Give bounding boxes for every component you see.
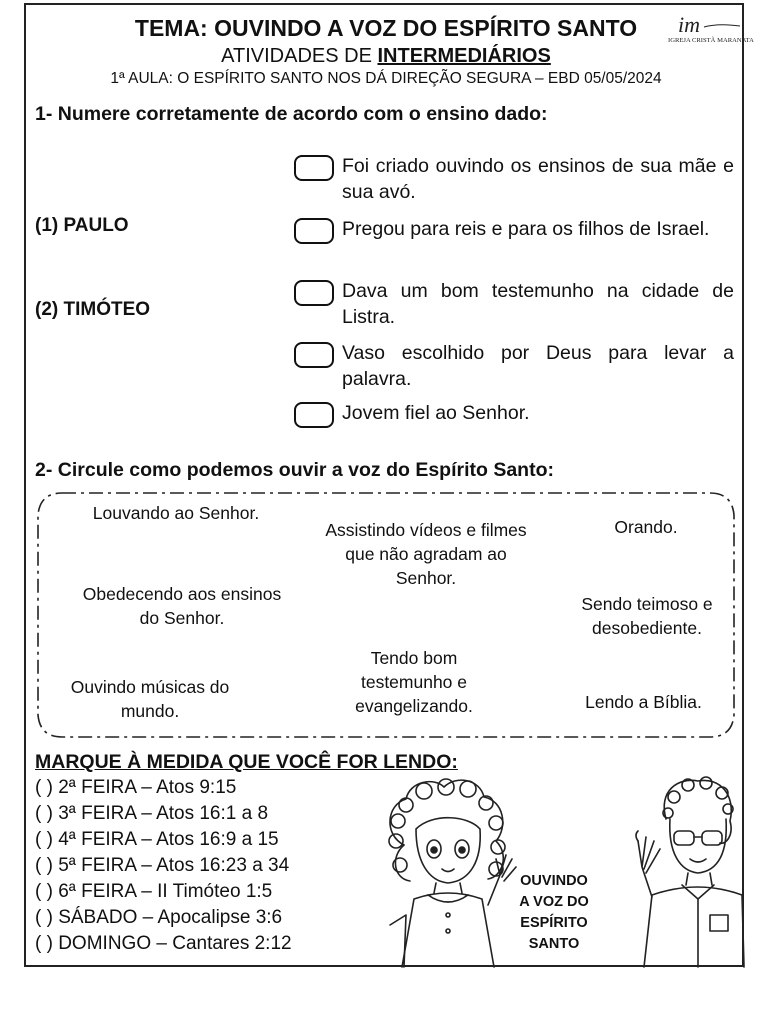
caption-line: ESPÍRITO [520, 915, 588, 931]
boy-drawing [636, 777, 744, 967]
reading-item[interactable]: ( ) 3ª FEIRA – Atos 16:1 a 8 [35, 803, 269, 824]
option-timoteo: (2) TIMÓTEO [35, 299, 151, 320]
match-item-text: Foi criado ouvindo os ensinos de sua mãe e sua avó. [342, 155, 734, 203]
phrase-lendo-biblia[interactable]: Lendo a Bíblia. [585, 692, 702, 712]
girl-drawing [389, 779, 516, 967]
illustration-caption [504, 871, 604, 955]
logo-mark: im [678, 12, 700, 37]
answer-box[interactable] [294, 342, 334, 368]
match-item-text: Vaso escolhido por Deus para levar a palavra. [342, 342, 734, 390]
match-item-text: Pregou para reis e para os filhos de Israel. [342, 218, 710, 240]
phrase-teimoso[interactable]: Sendo teimoso e desobediente. [581, 594, 713, 638]
phrase-louvando[interactable]: Louvando ao Senhor. [92, 503, 260, 523]
phrase-obedecendo[interactable]: Obedecendo aos ensinos do Senhor. [82, 584, 282, 628]
reading-item[interactable]: ( ) 2ª FEIRA – Atos 9:15 [35, 777, 237, 798]
phrase-musicas[interactable]: Ouvindo músicas do mundo. [70, 677, 230, 721]
option-paulo: (1) PAULO [35, 215, 129, 236]
match-item-text: Jovem fiel ao Senhor. [342, 402, 530, 424]
page-title: TEMA: OUVINDO A VOZ DO ESPÍRITO SANTO [134, 15, 638, 41]
reading-item[interactable]: ( ) SÁBADO – Apocalipse 3:6 [35, 907, 283, 928]
section1-heading: 1- Numere corretamente de acordo com o ensino dado: [35, 103, 548, 125]
phrase-testemunho[interactable]: Tendo bom testemunho e evangelizando. [355, 648, 473, 716]
answer-box[interactable] [294, 402, 334, 428]
caption-line: A VOZ DO [519, 894, 589, 910]
reading-item[interactable]: ( ) DOMINGO – Cantares 2:12 [35, 933, 292, 954]
reading-item[interactable]: ( ) 4ª FEIRA – Atos 16:9 a 15 [35, 829, 279, 850]
match-item-text: Dava um bom testemunho na cidade de Listra. [342, 280, 734, 328]
reading-heading: MARQUE À MEDIDA QUE VOCÊ FOR LENDO: [35, 751, 458, 773]
subtitle-prefix: ATIVIDADES DE [221, 45, 378, 67]
reading-item[interactable]: ( ) 5ª FEIRA – Atos 16:23 a 34 [35, 855, 290, 876]
phrase-orando[interactable]: Orando. [614, 517, 678, 537]
answer-box[interactable] [294, 280, 334, 306]
answer-box[interactable] [294, 155, 334, 181]
church-logo [666, 12, 754, 45]
caption-line: OUVINDO [520, 873, 588, 889]
activity-sheet [24, 3, 754, 967]
caption-line: SANTO [528, 936, 580, 952]
subtitle-audience: INTERMEDIÁRIOS [377, 45, 551, 67]
lesson-line: 1ª AULA: O ESPÍRITO SANTO NOS DÁ DIREÇÃO SEGURA – EBD 05/05/2024 [110, 70, 662, 87]
page-subtitle [26, 45, 746, 68]
answer-box[interactable] [294, 218, 334, 244]
reading-item[interactable]: ( ) 6ª FEIRA – II Timóteo 1:5 [35, 881, 273, 902]
phrase-assistindo-videos[interactable]: Assistindo vídeos e filmes que não agradam ao Senhor. [325, 520, 527, 588]
section2-heading: 2- Circule como podemos ouvir a voz do Espírito Santo: [35, 459, 554, 481]
logo-text: IGREJA CRISTÃ MARANATA [668, 37, 754, 44]
